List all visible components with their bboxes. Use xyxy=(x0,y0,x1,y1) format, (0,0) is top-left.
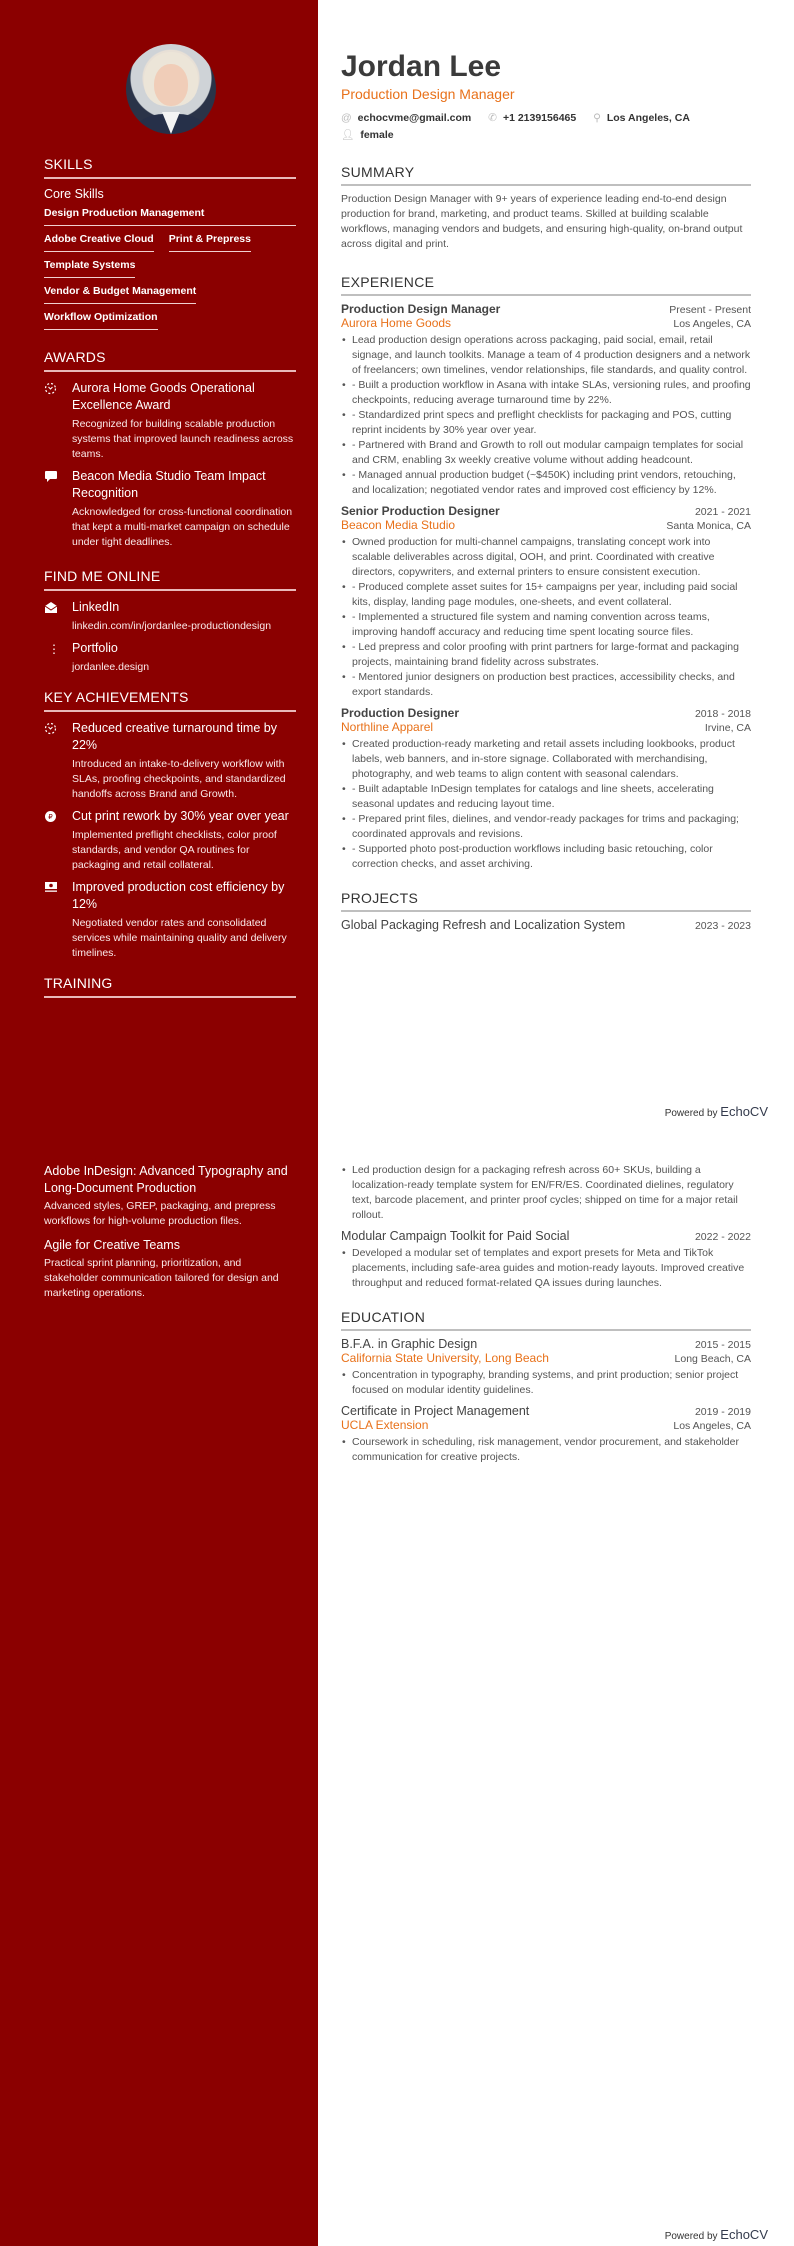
job-title: Production Design Manager xyxy=(341,302,501,316)
degree: B.F.A. in Graphic Design xyxy=(341,1337,478,1351)
bullet: • Coursework in scheduling, risk management, vendor procurement, and stakeholder communication for creative projects. xyxy=(341,1435,751,1465)
achievement-description: Introduced an intake-to-delivery workflow with SLAs, proofing checkpoints, and standardized handoffs across Brand and Growth. xyxy=(72,758,286,800)
award-item xyxy=(44,380,296,462)
training-item xyxy=(44,1237,296,1301)
online-label: Portfolio xyxy=(72,641,118,655)
award-title: Aurora Home Goods Operational Excellence Award xyxy=(72,381,255,412)
school-name: UCLA Extension xyxy=(341,1418,429,1432)
project-header xyxy=(341,1229,751,1243)
company-name: Beacon Media Studio xyxy=(341,518,456,532)
project-title: Modular Campaign Toolkit for Paid Social xyxy=(341,1229,570,1243)
achievement-item xyxy=(44,720,296,802)
speech-bubble-icon xyxy=(44,468,72,550)
dots-icon: ⋮ xyxy=(48,642,60,656)
bullet: • - Built a production workflow in Asana with intake SLAs, versioning rules, and proofing checkpoints, reducing average turnaround time by 22%. xyxy=(341,378,751,408)
avatar xyxy=(126,44,216,134)
location-pin-icon: ⚲ xyxy=(593,112,601,124)
training-title: Adobe InDesign: Advanced Typography and Long-Document Production xyxy=(44,1164,288,1195)
education-item xyxy=(341,1404,751,1465)
award-title: Beacon Media Studio Team Impact Recognition xyxy=(72,469,266,500)
achievements-heading: KEY ACHIEVEMENTS xyxy=(44,689,296,712)
training-section xyxy=(44,975,296,998)
skills-heading: SKILLS xyxy=(44,156,296,179)
training-heading: TRAINING xyxy=(44,975,296,998)
bullet: • - Built adaptable InDesign templates for catalogs and line sheets, accelerating seasonal updates and reducing layout time. xyxy=(341,782,751,812)
svg-text:₽: ₽ xyxy=(48,813,53,821)
job-location: Santa Monica, CA xyxy=(666,520,751,532)
job-dates: 2021 - 2021 xyxy=(694,506,751,518)
skill-tag: Adobe Creative Cloud xyxy=(44,231,154,252)
education-item xyxy=(341,1337,751,1398)
contact-location: ⚲ Los Angeles, CA xyxy=(593,112,690,124)
main-content-continued xyxy=(341,1163,751,1471)
education-dates: 2019 - 2019 xyxy=(694,1406,751,1418)
online-item-portfolio[interactable] xyxy=(44,640,296,675)
project-title: Global Packaging Refresh and Localization System xyxy=(341,918,626,932)
achievement-description: Negotiated vendor rates and consolidated services while maintaining quality and delivery timelines. xyxy=(72,917,287,959)
company-name: Northline Apparel xyxy=(341,720,434,734)
achievements-section xyxy=(44,689,296,961)
training-item xyxy=(44,1163,296,1229)
summary-heading: SUMMARY xyxy=(341,164,751,186)
contact-email[interactable]: @ echocvme@gmail.com xyxy=(341,112,472,124)
bullet: • Owned production for multi-channel campaigns, translating concept work into scalable deliverables across digital, OOH, and print. Coordinated with creative directors, copywriters, and external printers to ensure consistent execution. xyxy=(341,535,751,580)
company-name: Aurora Home Goods xyxy=(341,316,452,330)
project-dates: 2023 - 2023 xyxy=(694,920,751,932)
powered-by-footer: Powered by EchoCV xyxy=(664,2227,768,2242)
school-location: Long Beach, CA xyxy=(674,1353,751,1365)
skills-list xyxy=(44,205,296,335)
summary-text: Production Design Manager with 9+ years of experience leading end-to-end design production for brand, marketing, and product teams. Skilled at building scalable workflows, managing vendors and budgets, and ensuring high-quality, on-brand output across digital and print. xyxy=(341,193,743,250)
target-icon xyxy=(44,720,72,802)
school-name: California State University, Long Beach xyxy=(341,1351,549,1365)
bullet: • Led production design for a packaging refresh across 60+ SKUs, building a localization-ready template system for EN/FR/ES. Coordinated dielines, regulatory text, barcode placement, and printer proof cycles; shipped on time for a major retail rollout. xyxy=(341,1163,751,1223)
portfolio-link[interactable]: jordanlee.design xyxy=(72,661,150,673)
bullet: • Lead production design operations across packaging, paid social, email, retail signage, and launch toolkits. Manage a team of 4 production designers and a network of freelancers; own timelines, vendor relationships, file standards, and quality control. xyxy=(341,333,751,378)
bullet: • - Partnered with Brand and Growth to roll out modular campaign templates for social and CRM, enabling 3x weekly creative volume without adding headcount. xyxy=(341,438,751,468)
bullet: • - Led prepress and color proofing with print partners for large-format and packaging projects, maintaining brand fidelity across substrates. xyxy=(341,640,751,670)
money-icon xyxy=(44,879,72,961)
skill-tag: Vendor & Budget Management xyxy=(44,283,196,304)
training-description: Practical sprint planning, prioritization, and stakeholder communication tailored for design and marketing operations. xyxy=(44,1257,279,1299)
school-location: Los Angeles, CA xyxy=(673,1420,751,1432)
sidebar xyxy=(44,0,296,1006)
education-dates: 2015 - 2015 xyxy=(694,1339,751,1351)
bullet: • - Prepared print files, dielines, and vendor-ready packages for trims and packaging; coordinated approvals and revisions. xyxy=(341,812,751,842)
skill-tag: Design Production Management xyxy=(44,207,205,219)
experience-item xyxy=(341,706,751,872)
main-content xyxy=(341,0,751,932)
echocv-brand[interactable]: EchoCV xyxy=(720,2227,768,2242)
achievement-title: Improved production cost efficiency by 12% xyxy=(72,880,285,911)
achievement-item xyxy=(44,879,296,961)
contact-gender: 👤︎ female xyxy=(341,129,394,141)
skill-tag: Template Systems xyxy=(44,257,135,278)
job-title: Production Designer xyxy=(341,706,460,720)
online-heading: FIND ME ONLINE xyxy=(44,568,296,591)
achievement-item xyxy=(44,808,296,873)
project-dates: 2022 - 2022 xyxy=(694,1231,751,1243)
job-dates: 2018 - 2018 xyxy=(694,708,751,720)
online-label: LinkedIn xyxy=(72,600,120,614)
phone-icon: ✆ xyxy=(488,112,497,124)
skills-group-title: Core Skills xyxy=(44,187,104,201)
person-icon: 👤︎ xyxy=(341,129,355,141)
online-section xyxy=(44,568,296,675)
online-item-linkedin[interactable] xyxy=(44,599,296,634)
echocv-brand[interactable]: EchoCV xyxy=(720,1104,768,1119)
skills-section xyxy=(44,156,296,335)
experience-heading: EXPERIENCE xyxy=(341,274,751,296)
bullet: • - Standardized print specs and preflight checklists for packaging and POS, cutting reprint incidents by 30% year over year. xyxy=(341,408,751,438)
awards-section xyxy=(44,349,296,550)
job-dates: Present - Present xyxy=(669,304,751,316)
bullet: • - Produced complete asset suites for 15+ campaigns per year, including paid social kits, display, landing page modules, one-sheets, and event collateral. xyxy=(341,580,751,610)
linkedin-link[interactable]: linkedin.com/in/jordanlee-productiondesign xyxy=(72,620,272,632)
experience-item xyxy=(341,302,751,498)
awards-heading: AWARDS xyxy=(44,349,296,372)
education-heading: EDUCATION xyxy=(341,1309,751,1331)
degree: Certificate in Project Management xyxy=(341,1404,530,1418)
powered-by-footer: Powered by EchoCV xyxy=(664,1104,768,1119)
training-title: Agile for Creative Teams xyxy=(44,1238,180,1252)
sidebar-continued xyxy=(44,1163,296,1309)
bullet: • Developed a modular set of templates and export presets for Meta and TikTok placements, including safe-area guides and motion-ready layouts. Improved creative throughput and reduced format-related QA issues during launches. xyxy=(341,1246,751,1291)
experience-item xyxy=(341,504,751,700)
resume-page-2 xyxy=(0,1123,794,2246)
award-description: Recognized for building scalable production systems that improved launch readiness across teams. xyxy=(72,418,294,460)
bullet: • Created production-ready marketing and retail assets including lookbooks, product labels, web banners, and in-store signage. Collaborated with merchandising, photography, and web teams to align content with seasonal calendars. xyxy=(341,737,751,782)
job-title: Senior Production Designer xyxy=(341,504,500,518)
job-location: Irvine, CA xyxy=(704,722,751,734)
award-description: Acknowledged for cross-functional coordination that kept a multi-market campaign on schedule under tight deadlines. xyxy=(72,506,293,548)
award-item xyxy=(44,468,296,550)
contact-phone[interactable]: ✆ +1 2139156465 xyxy=(488,112,577,124)
bullet: • Concentration in typography, branding systems, and print production; senior project focused on modular identity guidelines. xyxy=(341,1368,751,1398)
skill-tag: Print & Prepress xyxy=(169,231,251,252)
award-icon xyxy=(44,380,72,462)
badge-icon xyxy=(44,808,72,873)
training-description: Advanced styles, GREP, packaging, and prepress workflows for high-volume production files. xyxy=(44,1200,276,1227)
candidate-title: Production Design Manager xyxy=(341,86,515,102)
contact-info xyxy=(341,110,751,144)
bullet: • - Mentored junior designers on production best practices, accessibility checks, and export standards. xyxy=(341,670,751,700)
achievement-title: Reduced creative turnaround time by 22% xyxy=(72,721,277,752)
achievement-description: Implemented preflight checklists, color proof standards, and vendor QA routines for packaging and retail collateral. xyxy=(72,829,277,871)
envelope-icon xyxy=(44,599,72,634)
candidate-name: Jordan Lee xyxy=(341,50,502,83)
bullet: • - Supported photo post-production workflows including basic retouching, color correction checks, and asset archiving. xyxy=(341,842,751,872)
job-location: Los Angeles, CA xyxy=(673,318,751,330)
project-header xyxy=(341,918,751,932)
skill-tag: Workflow Optimization xyxy=(44,309,158,330)
projects-heading: PROJECTS xyxy=(341,890,751,912)
bullet: • - Implemented a structured file system and naming convention across teams, improving handoff accuracy and reducing time spent locating source files. xyxy=(341,610,751,640)
at-icon: @ xyxy=(341,112,352,124)
achievement-title: Cut print rework by 30% year over year xyxy=(72,809,289,823)
bullet: • - Managed annual production budget (~$450K) including print vendors, retouching, and localization; negotiated vendor rates and improved cost efficiency by 12%. xyxy=(341,468,751,498)
